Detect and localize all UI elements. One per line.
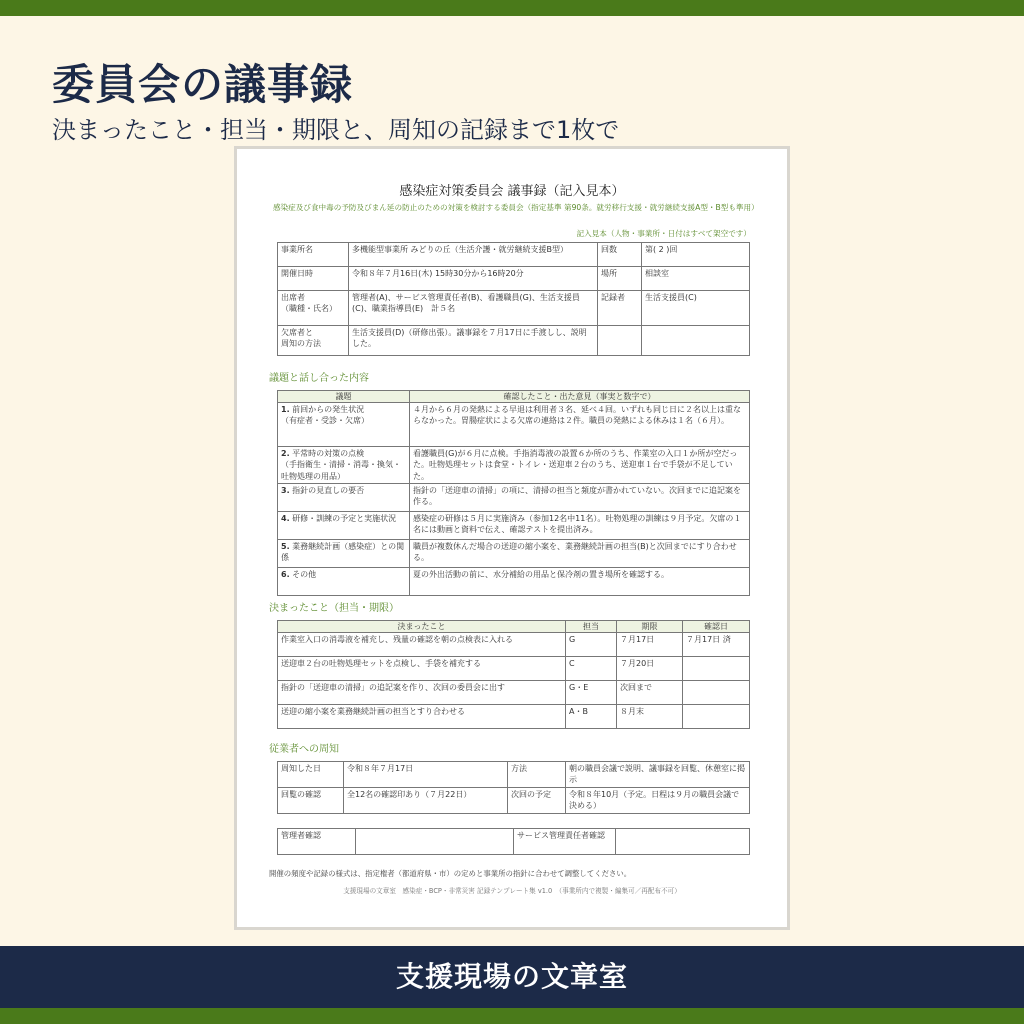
empty-cell	[642, 326, 750, 356]
agenda-number: 1.	[281, 405, 290, 415]
agenda-topic	[278, 567, 410, 595]
agenda-content: 夏の外出活動の前に、水分補給の用品と保冷剤の置き場所を確認する。	[410, 567, 750, 595]
agenda-number: 4.	[281, 513, 290, 523]
agenda-section-title: 議題と話し合った内容	[269, 373, 369, 384]
document-subtitle: 感染症及び食中毒の予防及びまん延の防止のための対策を検討する委員会（指定基準 第90条。就労移行支援・就労継続支援A型・B型も準用）	[273, 203, 759, 212]
agenda-topic-text: その他	[292, 569, 317, 579]
recorder-value: 生活支援員(C)	[642, 291, 750, 326]
agenda-content: 感染症の研修は５月に実施済み（参加12名中11名）。吐物処理の訓練は９月予定。欠席の１名には動画と資料で伝え、確認テストを提出済み。	[410, 511, 750, 539]
top-accent-bar	[0, 0, 1024, 16]
signoff-table	[277, 828, 750, 855]
decision-check	[683, 705, 750, 729]
manager-check-box	[356, 829, 514, 855]
notice-check-label: 回覧の確認	[278, 788, 344, 814]
brand-name: 支援現場の文章室	[395, 960, 628, 993]
agenda-topic	[278, 511, 410, 539]
agenda-topic	[278, 447, 410, 484]
document-preview	[234, 146, 790, 930]
template-footer: 支援現場の文章室 感染症・BCP・非常災害 記録テンプレート集 v1.0 （事業所内で複製・編集可／再配布不可）	[343, 887, 681, 895]
decision-due: ８月末	[617, 705, 683, 729]
decision-item: 送迎の縮小案を業務継続計画の担当とすり合わせる	[278, 705, 566, 729]
notice-date-label: 周知した日	[278, 762, 344, 788]
agenda-number: 2.	[281, 449, 290, 459]
service-manager-check-box	[616, 829, 750, 855]
date-label: 開催日時	[278, 267, 349, 291]
decisions-header-owner: 担当	[566, 621, 617, 633]
agenda-topic	[278, 483, 410, 511]
decisions-section-title: 決まったこと（担当・期限）	[269, 603, 399, 614]
manager-check-label: 管理者確認	[278, 829, 356, 855]
count-label: 回数	[598, 243, 642, 267]
decisions-table	[277, 620, 750, 729]
decision-item: 指針の「送迎車の清掃」の追記案を作り、次回の委員会に出す	[278, 681, 566, 705]
agenda-content: 看護職員(G)が６月に点検。手指消毒液の設置６か所のうち、作業室の入口１か所が空だった。吐物処理セットは食堂・トイレ・送迎車２台のうち、送迎車１台で手袋が不足していた。	[410, 447, 750, 484]
sample-note: 記入見本（人物・事業所・日付はすべて架空です）	[576, 229, 751, 238]
notice-table	[277, 761, 750, 814]
bottom-accent-bar	[0, 1008, 1024, 1024]
notice-section-title: 従業者への周知	[269, 744, 339, 755]
decision-due: ７月17日	[617, 633, 683, 657]
decision-check	[683, 681, 750, 705]
agenda-number: 3.	[281, 485, 290, 495]
absent-label: 欠席者と 周知の方法	[278, 326, 349, 356]
recorder-label: 記録者	[598, 291, 642, 326]
decision-item: 作業室入口の消毒液を補充し、残量の確認を朝の点検表に入れる	[278, 633, 566, 657]
agenda-topic	[278, 403, 410, 447]
agenda-content: 指針の「送迎車の清掃」の項に、清掃の担当と頻度が書かれていない。次回までに追記案を作る。	[410, 483, 750, 511]
agenda-topic-text: 研修・訓練の予定と実施状況	[292, 513, 397, 523]
decision-due: ７月20日	[617, 657, 683, 681]
notice-next-label: 次回の予定	[508, 788, 566, 814]
minutes-document	[237, 149, 787, 927]
meeting-info-table	[277, 242, 750, 356]
brand-bar	[0, 946, 1024, 1008]
decision-owner: A・B	[566, 705, 617, 729]
decision-owner: G	[566, 633, 617, 657]
office-label: 事業所名	[278, 243, 349, 267]
absent-value: 生活支援員(D)（研修出張）。議事録を７月17日に手渡しし、説明した。	[349, 326, 598, 356]
notice-method-value: 朝の職員会議で説明、議事録を回覧、休憩室に掲示	[566, 762, 750, 788]
notice-next-value: 令和８年10月（予定。日程は９月の職員会議で決める）	[566, 788, 750, 814]
agenda-table	[277, 390, 750, 596]
place-label: 場所	[598, 267, 642, 291]
page-subtitle: 決まったこと・担当・期限と、周知の記録まで1枚で	[52, 116, 620, 144]
notice-check-value: 全12名の確認印あり（７月22日）	[344, 788, 508, 814]
decisions-header-due: 期限	[617, 621, 683, 633]
agenda-header-content: 確認したこと・出た意見（事実と数字で）	[410, 391, 750, 403]
agenda-content: 職員が複数休んだ場合の送迎の縮小案を、業務継続計画の担当(B)と次回までにすり合わせる。	[410, 539, 750, 567]
attendees-label: 出席者 （職種・氏名）	[278, 291, 349, 326]
footnote: 開催の頻度や記録の様式は、指定権者（都道府県・市）の定めと事業所の指針に合わせて調整してください。	[269, 869, 632, 878]
decision-due: 次回まで	[617, 681, 683, 705]
agenda-topic-text: 業務継続計画（感染症）との関係	[281, 541, 405, 562]
agenda-topic-text: 指針の見直しの要否	[292, 485, 365, 495]
agenda-topic-text: 前回からの発生状況 （有症者・受診・欠席）	[281, 405, 369, 426]
decision-owner: G・E	[566, 681, 617, 705]
attendees-value: 管理者(A)、サービス管理責任者(B)、看護職員(G)、生活支援員(C)、職業指導員(E) 計５名	[349, 291, 598, 326]
agenda-number: 5.	[281, 541, 290, 551]
count-value: 第( 2 )回	[642, 243, 750, 267]
agenda-number: 6.	[281, 569, 290, 579]
decision-check: ７月17日 済	[683, 633, 750, 657]
decision-check	[683, 657, 750, 681]
document-title: 感染症対策委員会 議事録（記入見本）	[399, 184, 625, 199]
agenda-header-topic: 議題	[278, 391, 410, 403]
agenda-topic	[278, 539, 410, 567]
decision-owner: C	[566, 657, 617, 681]
service-manager-check-label: サービス管理責任者確認	[514, 829, 616, 855]
page-title: 委員会の議事録	[52, 60, 354, 109]
decisions-header-check: 確認日	[683, 621, 750, 633]
office-value: 多機能型事業所 みどりの丘（生活介護・就労継続支援B型）	[349, 243, 598, 267]
empty-cell	[598, 326, 642, 356]
agenda-content: ４月から６月の発熱による早退は利用者３名、延べ４回。いずれも同じ日に２名以上は重ならなかった。胃腸症状による欠席の連絡は２件。職員の発熱による休みは１名（６月）。	[410, 403, 750, 447]
place-value: 相談室	[642, 267, 750, 291]
date-value: 令和８年７月16日(木) 15時30分から16時20分	[349, 267, 598, 291]
decision-item: 送迎車２台の吐物処理セットを点検し、手袋を補充する	[278, 657, 566, 681]
notice-date-value: 令和８年７月17日	[344, 762, 508, 788]
notice-method-label: 方法	[508, 762, 566, 788]
agenda-topic-text: 平常時の対策の点検 （手指衛生・清掃・消毒・換気・吐物処理の用品）	[281, 449, 401, 481]
decisions-header-item: 決まったこと	[278, 621, 566, 633]
